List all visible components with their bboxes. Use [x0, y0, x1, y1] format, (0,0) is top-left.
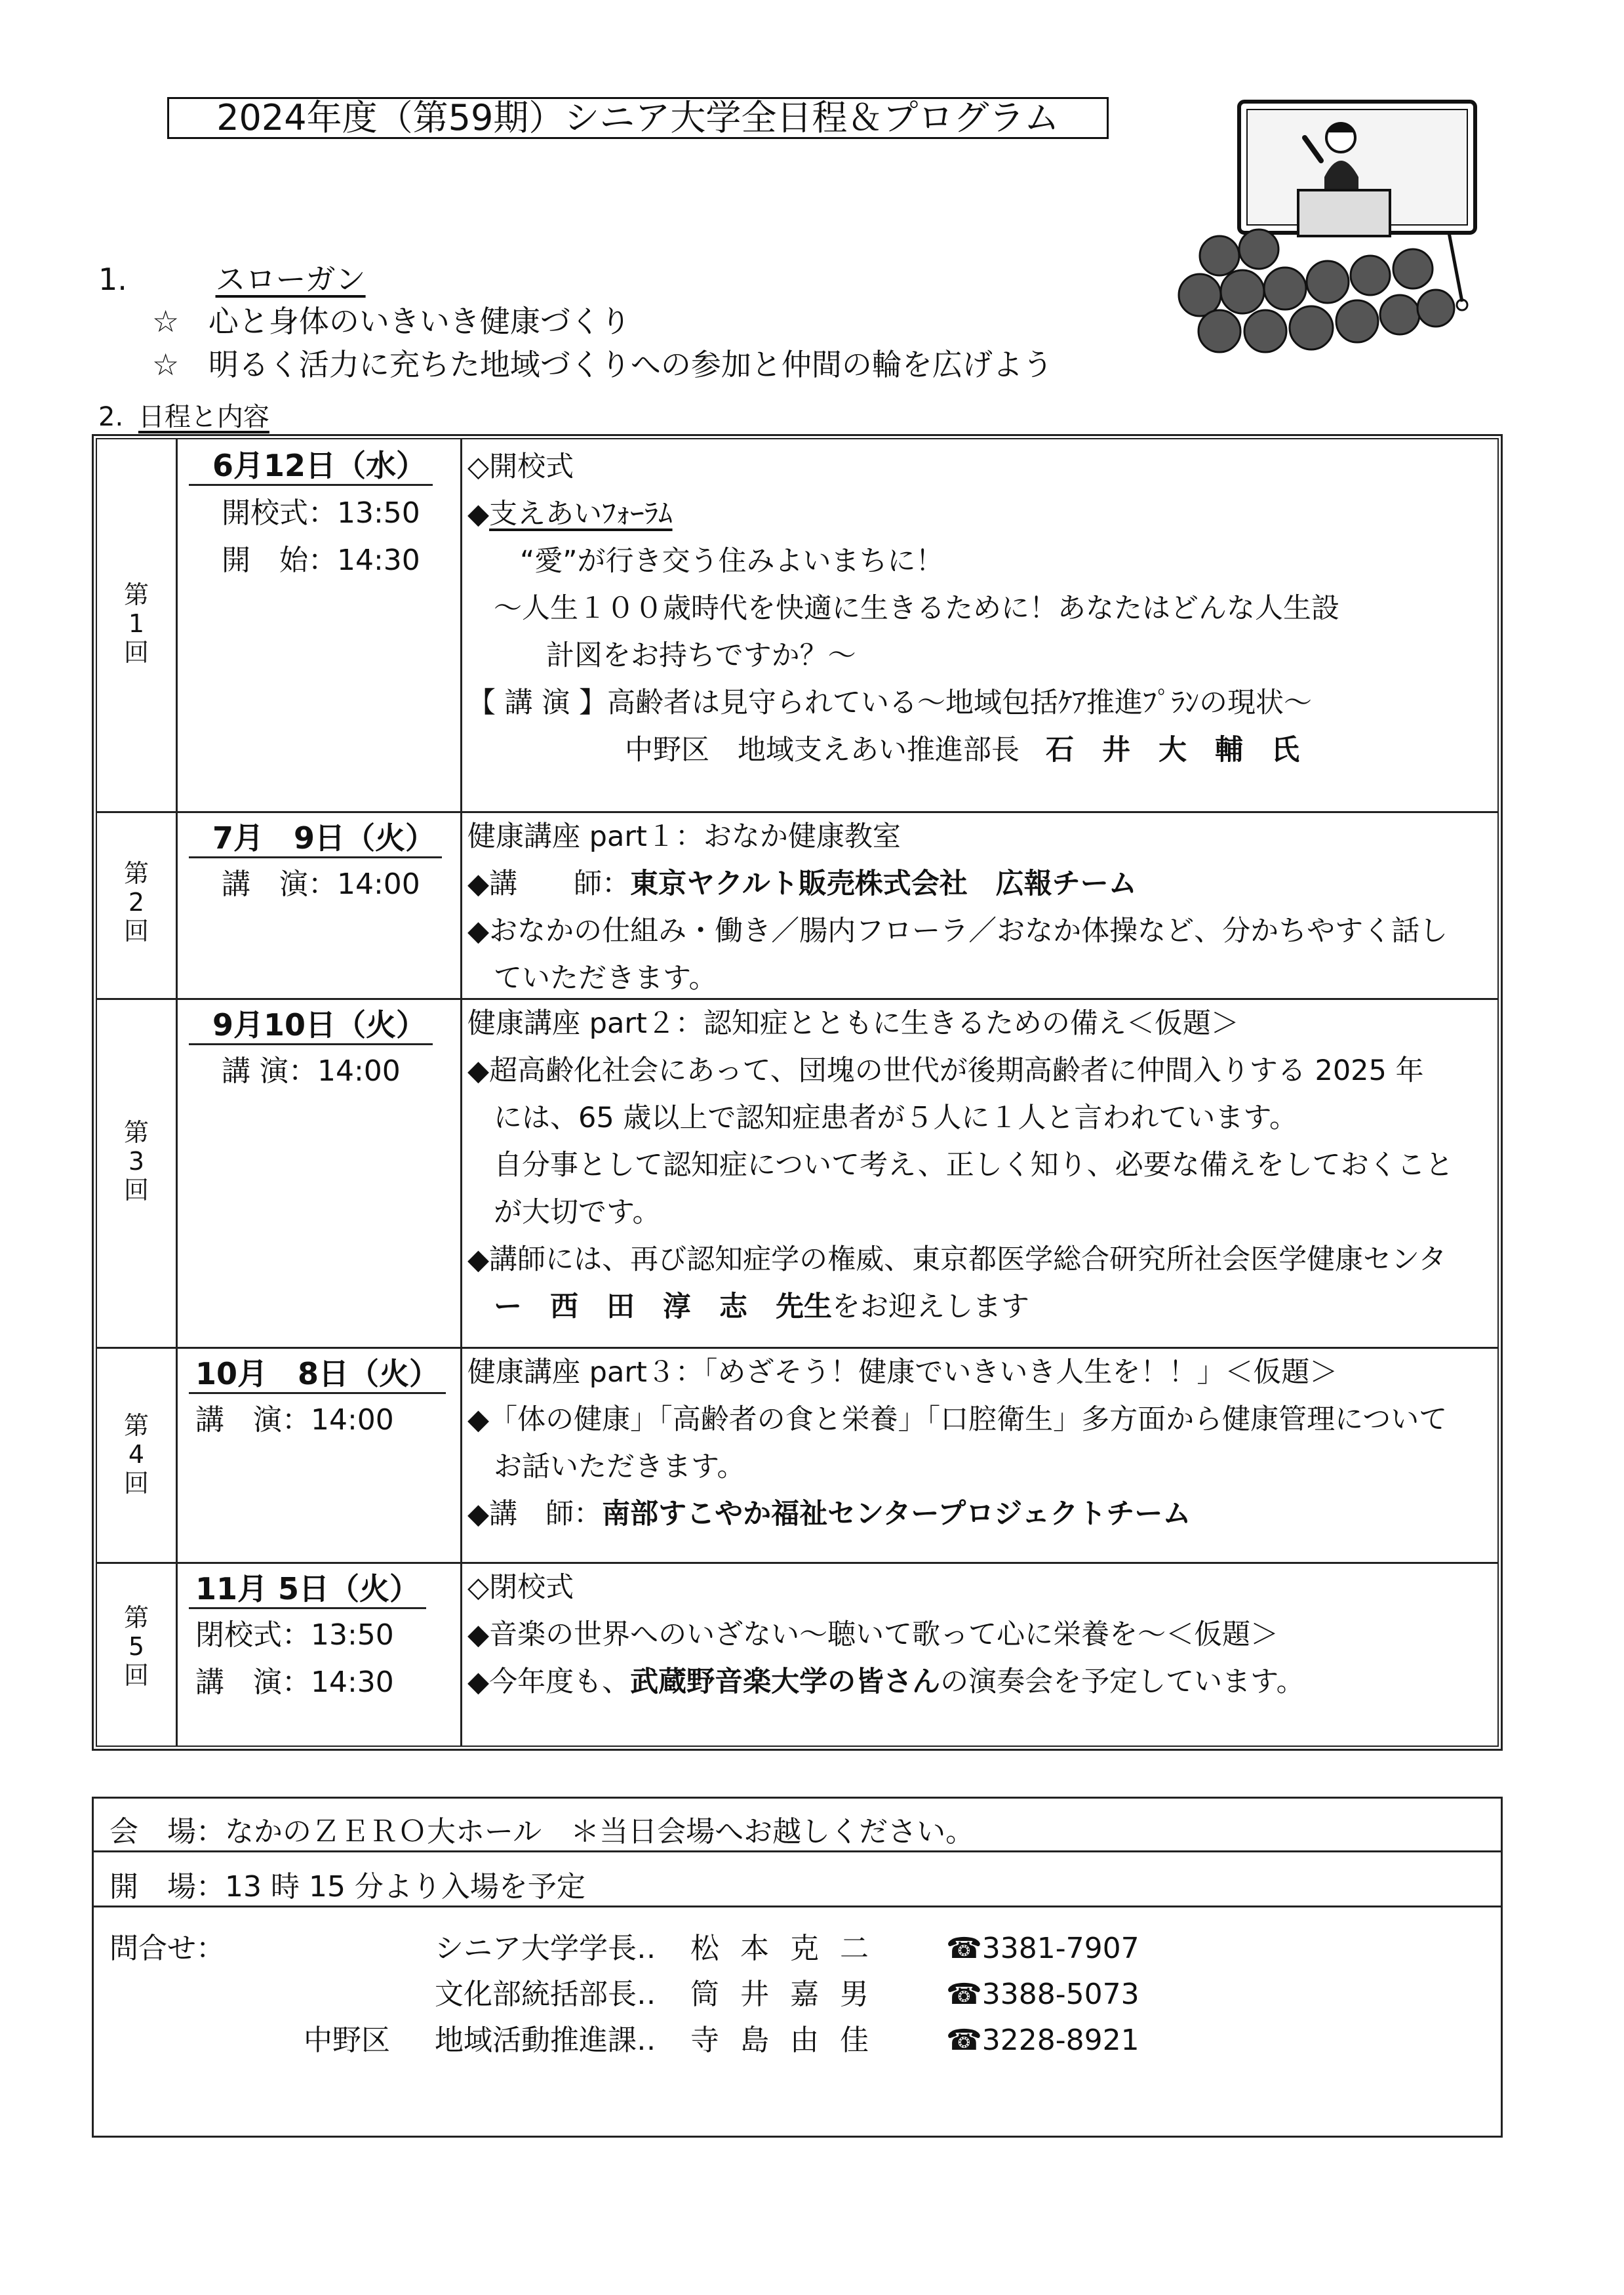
page-title: 2024年度（第59期）シニア大学全日程＆プログラム — [167, 97, 1109, 139]
session-number: 第 3 回 — [123, 1118, 149, 1205]
session-number: 第 1 回 — [123, 580, 149, 667]
session-number: 第 4 回 — [123, 1411, 149, 1498]
venue-row — [94, 1799, 1501, 1852]
content-line: ～人生１００歳時代を快適に生きるために！あなたはどんな人生設 — [494, 592, 1339, 625]
lecture-label: 【 講 演 】 — [467, 687, 608, 719]
content-line: おなかの仕組み・働き／腸内フローラ／おなか体操など、分かちやすく話し — [489, 915, 1448, 948]
diamond-icon: ◆ — [467, 1618, 490, 1651]
star-icon: ☆ — [152, 347, 180, 382]
contact-phone: ☎3228-8921 — [946, 2024, 1139, 2057]
content-line: 健康講座 part２：認知症とともに生きるための備え＜仮題＞ — [467, 1007, 1239, 1040]
slogan-text: 心と身体のいきいき健康づくり — [208, 304, 631, 339]
contact-name: 寺島由佳 — [690, 2024, 890, 2057]
section-2-header — [98, 399, 269, 435]
session-time: 閉校式：13:50 — [195, 1618, 394, 1652]
section-1-header — [98, 261, 366, 298]
session-row-5 — [97, 1564, 1497, 1749]
session-date: 6月12日（水） — [189, 447, 433, 486]
content-line: 超高齢化社会にあって、団塊の世代が後期高齢者に仲間入りする 2025 年 — [489, 1054, 1424, 1087]
open-text: 開 場：13 時 15 分より入場を予定 — [109, 1870, 585, 1904]
diamond-icon: ◆ — [467, 1403, 490, 1436]
diamond-icon: ◆ — [467, 868, 490, 900]
slogan-1 — [152, 303, 631, 340]
content-line: 高齢者は見守られている～地域包括ｹｱ推進ﾌﾟﾗﾝの現状～ — [607, 687, 1313, 719]
diamond-icon: ◆ — [467, 498, 490, 530]
lecturer-label: 講 師： — [489, 868, 631, 900]
content-line: ◇開校式 — [467, 450, 574, 483]
content-line: には、65 歳以上で認知症患者が５人に１人と言われています。 — [494, 1102, 1297, 1134]
content-line: お話いただきます。 — [494, 1450, 745, 1483]
session-row-3 — [97, 1000, 1497, 1349]
contact-title: シニア大学学長‥ — [435, 1932, 656, 1965]
session-date: 10月 8日（火） — [189, 1355, 446, 1394]
content-line: 音楽の世界へのいざない～聴いて歌って心に栄養を～＜仮題＞ — [489, 1618, 1279, 1651]
schedule-table — [92, 434, 1503, 1751]
slogan-text: 明るく活力に充ちた地域づくりへの参加と仲間の輪を広げよう — [208, 347, 1053, 382]
session-number: 第 5 回 — [123, 1603, 149, 1690]
content-line: の演奏会を予定しています。 — [940, 1666, 1305, 1698]
session-row-4 — [97, 1349, 1497, 1564]
content-line: ◇閉校式 — [467, 1571, 574, 1604]
content-line: 支えあいﾌｫｰﾗﾑ — [489, 498, 673, 530]
content-line: 講師には、再び認知症学の権威、東京都医学総合研究所社会医学健康センタ — [489, 1243, 1447, 1276]
diamond-icon: ◆ — [467, 1666, 490, 1698]
session-date: 11月 5日（火） — [189, 1570, 426, 1609]
content-line: 「体の健康」「高齢者の食と栄養」「口腔衛生」多方面から健康管理について — [489, 1403, 1448, 1436]
session-time: 講 演：14:30 — [195, 1666, 394, 1699]
session-date: 9月10日（火） — [189, 1007, 433, 1045]
session-row-2 — [97, 813, 1497, 1000]
content-line: 計図をお持ちですか？～ — [546, 639, 856, 672]
slogan-2 — [152, 346, 1053, 383]
lecture-audience-illustration — [1174, 92, 1488, 354]
session-date: 7月 9日（火） — [189, 820, 442, 858]
contact-label: 問合せ： — [109, 1932, 225, 1965]
session-row-1 — [97, 439, 1497, 813]
content-line: ていただきます。 — [494, 962, 717, 995]
section-2-heading: 日程と内容 — [138, 402, 269, 432]
open-row — [94, 1852, 1501, 1907]
section-1-heading: スローガン — [215, 262, 366, 297]
venue-text: 会 場：なかのＺＥＲＯ大ホール ＊当日会場へお越しください。 — [109, 1815, 975, 1848]
speaker-name: ー 西 田 淳 志 先生 — [494, 1290, 832, 1323]
session-time: 講 演：14:00 — [195, 1403, 394, 1437]
content-line: が大切です。 — [494, 1196, 661, 1229]
content-line: 健康講座 part１：おなか健康教室 — [467, 820, 901, 853]
speaker-name: 石 井 大 輔 氏 — [1046, 734, 1299, 767]
section-2-number: 2. — [98, 402, 124, 432]
content-line: 今年度も、 — [489, 1666, 631, 1698]
star-icon: ☆ — [152, 304, 180, 339]
content-line: をお迎えします — [832, 1290, 1029, 1323]
session-time: 講 演：14:00 — [222, 868, 420, 901]
lecturer-label: 講 師： — [489, 1498, 603, 1530]
contact-name: 松本克二 — [690, 1932, 890, 1965]
lecturer-name: 南部すこやか福祉センタープロジェクトチーム — [602, 1498, 1191, 1530]
session-time: 開校式：13:50 — [222, 496, 420, 530]
contact-name: 筒井嘉男 — [690, 1978, 890, 2011]
performer-name: 武蔵野音楽大学の皆さん — [630, 1666, 941, 1698]
info-table — [92, 1797, 1503, 2138]
session-number: 第 2 回 — [123, 859, 149, 946]
lecturer-name: 東京ヤクルト販売株式会社 広報チーム — [630, 868, 1137, 900]
contact-phone: ☎3388-5073 — [946, 1978, 1139, 2011]
diamond-icon: ◆ — [467, 1054, 490, 1087]
diamond-icon: ◆ — [467, 915, 490, 948]
session-time: 講 演：14:00 — [222, 1054, 401, 1088]
section-1-number: 1. — [98, 262, 127, 297]
diamond-icon: ◆ — [467, 1243, 490, 1276]
content-line: 健康講座 part３：「めざそう！健康でいきいき人生を！！」＜仮題＞ — [467, 1356, 1338, 1389]
content-line: 自分事として認知症について考え、正しく知り、必要な備えをしておくこと — [494, 1149, 1454, 1182]
contact-phone: ☎3381-7907 — [946, 1932, 1139, 1965]
content-line: “愛”が行き交う住みよいまちに！ — [520, 545, 944, 578]
contact-title: 文化部統括部長‥ — [435, 1978, 656, 2011]
speaker-org: 中野区 地域支えあい推進部長 — [625, 734, 1020, 767]
contact-title: 地域活動推進課‥ — [435, 2024, 656, 2057]
session-time: 開 始：14:30 — [222, 544, 420, 577]
contact-org: 中野区 — [304, 2024, 390, 2057]
diamond-icon: ◆ — [467, 1498, 490, 1530]
